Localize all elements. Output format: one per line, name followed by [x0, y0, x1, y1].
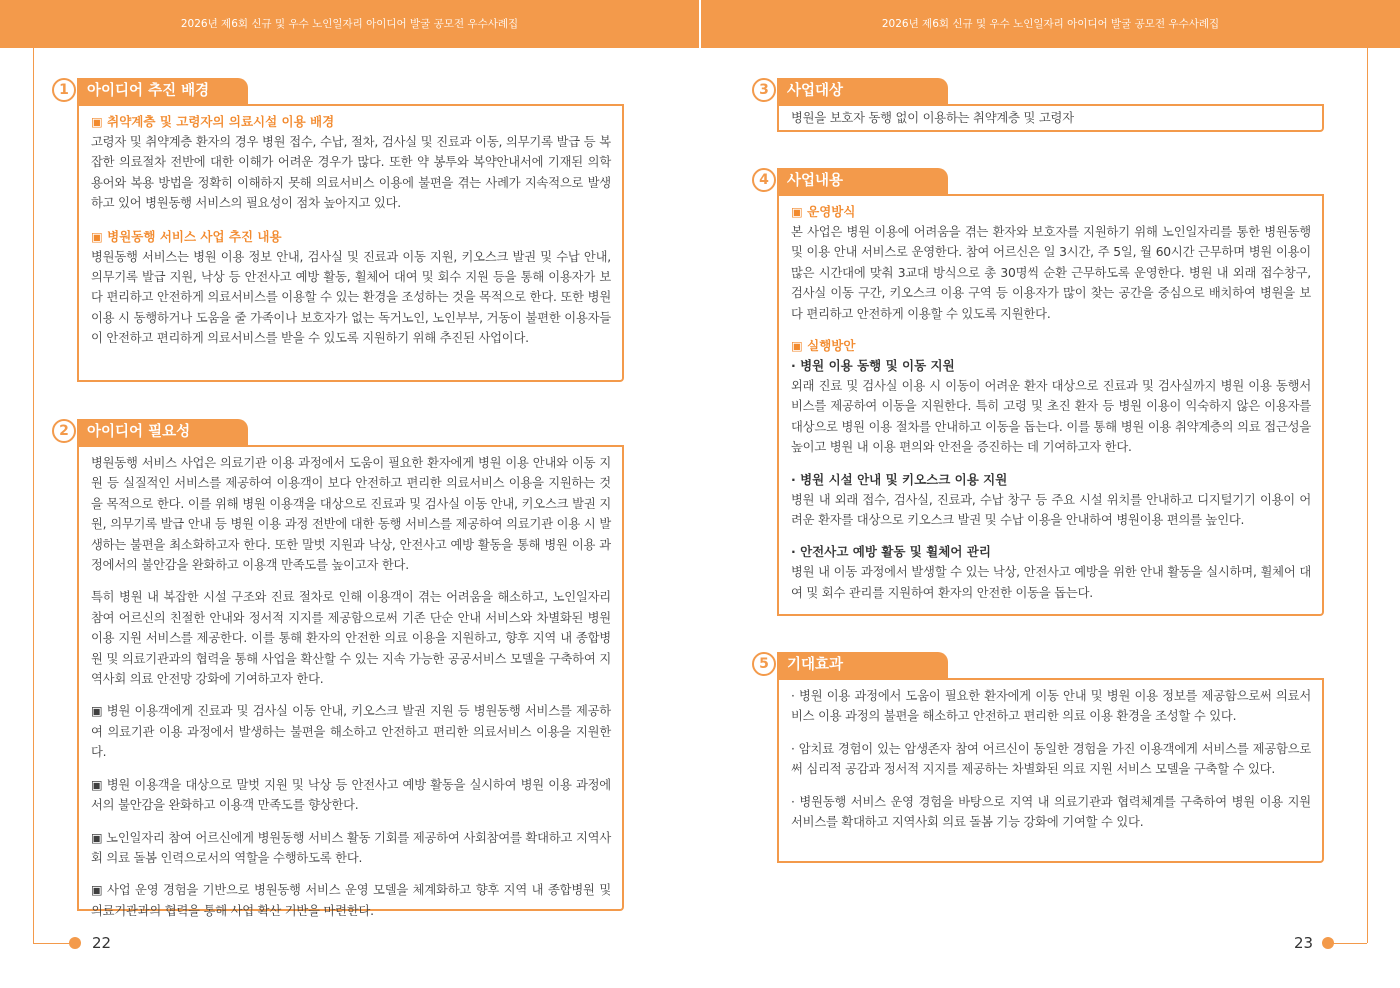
- section-number-badge: 1: [52, 78, 76, 102]
- subheading: ▣ 실행방안: [791, 338, 856, 354]
- section-number-badge: 5: [752, 652, 776, 676]
- paragraph: 본 사업은 병원 이용에 어려움을 겪는 환자와 보호자를 지원하기 위해 노인일자리를 통한 병원동행 및 이용 안내 서비스로 운영한다. 참여 어르신은 일 3시간, 주 5일, 월 60시간 근무하며 병원 이용이 많은 시간대에 맞춰 3교대 방식으로 총 30명씩 순환 근무하도록 운영한다. 병원 내 외래 접수창구, 검사실 이동 구간, 키오스크 이용 구역 등 이용자가 많이 찾는 공간을 중심으로 배치하여 병원을 보다 편리하고 안전하게 이용할 수 있도록 지원한다.: [791, 225, 1311, 321]
- section-box: [77, 104, 624, 382]
- subheading: ▣ 운영방식: [791, 204, 856, 219]
- bullet-item: ▣ 사업 운영 경험을 기반으로 병원동행 서비스 운영 모델을 체계화하고 향후 지역 내 종합병원 및 의료기관과의 협력을 통해 사업 확산 기반을 마련한다.: [91, 883, 611, 918]
- section-box: [777, 104, 1324, 132]
- item-heading: · 안전사고 예방 활동 및 휠체어 관리: [791, 544, 991, 560]
- bullet-item: ▣ 병원 이용객에게 진료과 및 검사실 이동 안내, 키오스크 발권 지원 등 병원동행 서비스를 제공하여 의료기관 이용 과정에서 발생하는 불편을 해소하고 안전하고 편리한 의료서비스 이용을 지원한다.: [91, 704, 611, 760]
- paragraph: 병원동행 서비스는 병원 이용 정보 안내, 검사실 및 진료과 이동 지원, 키오스크 발권 및 수납 안내, 의무기록 발급 지원, 낙상 등 안전사고 예방 활동, 휠체어 대여 및 회수 지원 등을 통해 이용자가 보다 편리하고 안전하게 의료서비스를 이용할 수 있는 환경을 조성하는 것을 목적으로 한다. 또한 병원 이용 시 동행하거나 도움을 줄 가족이나 보호자가 없는 독거노인, 노인부부, 거동이 불편한 이용자들이 안전하고 편리하게 의료서비스를 받을 수 있도록 지원하기 위해 추진된 사업이다.: [91, 249, 611, 346]
- page-dot-left: [69, 937, 81, 949]
- section-number-badge: 4: [752, 168, 776, 192]
- section-box: [777, 194, 1324, 616]
- section-title: 사업내용: [777, 168, 948, 195]
- footer-line-right: [1330, 943, 1367, 944]
- bullet-item: ▣ 노인일자리 참여 어르신에게 병원동행 서비스 활동 기회를 제공하여 사회참여를 확대하고 지역사회 의료 돌봄 인력으로서의 역할을 수행하도록 한다.: [91, 830, 611, 865]
- section-title: 기대효과: [777, 652, 948, 679]
- paragraph: 특히 병원 내 복잡한 시설 구조와 진료 절차로 인해 이용객이 겪는 어려움을 해소하고, 노인일자리 참여 어르신의 친절한 안내와 정서적 지지를 제공함으로써 기존 단순 안내 서비스와 차별화된 병원 이용 지원 서비스를 제공한다. 이를 통해 환자의 안전한 의료 이용을 지원하고, 향후 지역 내 종합병원 및 의료기관과의 협력을 통해 사업을 확산할 수 있는 지속 가능한 공공서비스 모델을 구축하여 지역사회 의료 안전망 강화에 기여하고자 한다.: [91, 590, 611, 687]
- header-left: 2026년 제6회 신규 및 우수 노인일자리 아이디어 발굴 공모전 우수사례집: [0, 0, 699, 48]
- section-box: [77, 445, 624, 918]
- section-title: 아이디어 필요성: [77, 419, 248, 446]
- section-number-badge: 3: [752, 78, 776, 102]
- section-box: [777, 678, 1324, 863]
- section-number-badge: 2: [52, 419, 76, 443]
- section-title: 아이디어 추진 배경: [77, 78, 248, 105]
- page-dot-right: [1322, 937, 1334, 949]
- footer-line-left: [33, 943, 73, 944]
- page-number-right: 23: [1294, 934, 1314, 952]
- paragraph: 병원 내 이동 과정에서 발생할 수 있는 낙상, 안전사고 예방을 위한 안내 활동을 실시하며, 휠체어 대여 및 회수 관리를 지원하여 환자의 안전한 이동을 돕는다.: [791, 565, 1311, 600]
- frame-line-right: [1367, 48, 1368, 943]
- effect-item: · 병원 이용 과정에서 도움이 필요한 환자에게 이동 안내 및 병원 이용 정보를 제공함으로써 의료서비스 이용 과정의 불편을 해소하고 안전하고 편리한 의료 이용 환경을 조성할 수 있다.: [791, 689, 1311, 724]
- header-right: 2026년 제6회 신규 및 우수 노인일자리 아이디어 발굴 공모전 우수사례집: [701, 0, 1400, 48]
- paragraph: 병원을 보호자 동행 없이 이용하는 취약계층 및 고령자: [791, 111, 1074, 125]
- paragraph: 외래 진료 및 검사실 이용 시 이동이 어려운 환자 대상으로 진료과 및 검사실까지 병원 이용 동행서비스를 제공하여 이동을 지원한다. 특히 고령 및 초진 환자 등 병원 이용이 익숙하지 않은 이용자를 대상으로 병원 이용 절차를 안내하고 이동을 돕는다. 이를 통해 병원 이용 취약계층의 의료 접근성을 높이고 병원 내 이용 편의와 안전을 증진하는 데 기여하고자 한다.: [791, 379, 1311, 455]
- effect-item: · 암치료 경험이 있는 암생존자 참여 어르신이 동일한 경험을 가진 이용객에게 서비스를 제공함으로써 심리적 공감과 정서적 지지를 제공하는 차별화된 의료 지원 서비스 모델을 구축할 수 있다.: [791, 741, 1311, 777]
- subheading: ▣ 취약계층 및 고령자의 의료시설 이용 배경: [91, 114, 335, 129]
- page-number-left: 22: [92, 934, 112, 952]
- item-heading: · 병원 이용 동행 및 이동 지원: [791, 358, 955, 374]
- frame-line-left: [33, 48, 34, 943]
- effect-item: · 병원동행 서비스 운영 경험을 바탕으로 지역 내 의료기관과 협력체계를 구축하여 병원 이용 지원 서비스를 확대하고 지역사회 의료 돌봄 기능 강화에 기여할 수 있다.: [791, 794, 1311, 830]
- paragraph: 고령자 및 취약계층 환자의 경우 병원 접수, 수납, 절차, 검사실 및 진료과 이동, 의무기록 발급 등 복잡한 의료절차 전반에 대한 이해가 어려운 경우가 많다. 또한 약 봉투와 복약안내서에 기재된 의학 용어와 복용 방법을 정확히 이해하지 못해 의료서비스 이용에 불편을 겪는 사례가 지속적으로 발생하고 있어 병원동행 서비스의 필요성이 점차 높아지고 있다.: [91, 135, 611, 211]
- section-title: 사업대상: [777, 78, 948, 105]
- paragraph: 병원동행 서비스 사업은 의료기관 이용 과정에서 도움이 필요한 환자에게 병원 이용 안내와 이동 지원 등 실질적인 서비스를 제공하여 이용객이 보다 안전하고 편리한 의료서비스 이용을 지원하는 것을 목적으로 한다. 이를 위해 병원 이용객을 대상으로 진료과 및 검사실 이동 안내, 키오스크 발권 지원, 의무기록 발급 안내 등 병원 이용 과정 전반에 대한 동행 서비스를 제공하여 의료기관 이용 시 발생하는 불편을 최소화하고자 한다. 또한 말벗 지원과 낙상, 안전사고 예방 활동을 통해 병원 이용 과정에서의 불안감을 완화하고 이용객 만족도를 높이고자 한다.: [91, 456, 611, 573]
- paragraph: 병원 내 외래 접수, 검사실, 진료과, 수납 창구 등 주요 시설 위치를 안내하고 디지털기기 이용이 어려운 환자를 대상으로 키오스크 발권 및 수납 이용을 안내하여 병원이용 편의를 높인다.: [791, 492, 1311, 528]
- subheading: ▣ 병원동행 서비스 사업 추진 내용: [91, 228, 282, 244]
- bullet-item: ▣ 병원 이용객을 대상으로 말벗 지원 및 낙상 등 안전사고 예방 활동을 실시하여 병원 이용 과정에서의 불안감을 완화하고 이용객 만족도를 향상한다.: [91, 777, 611, 813]
- item-heading: · 병원 시설 안내 및 키오스크 이용 지원: [791, 471, 1008, 487]
